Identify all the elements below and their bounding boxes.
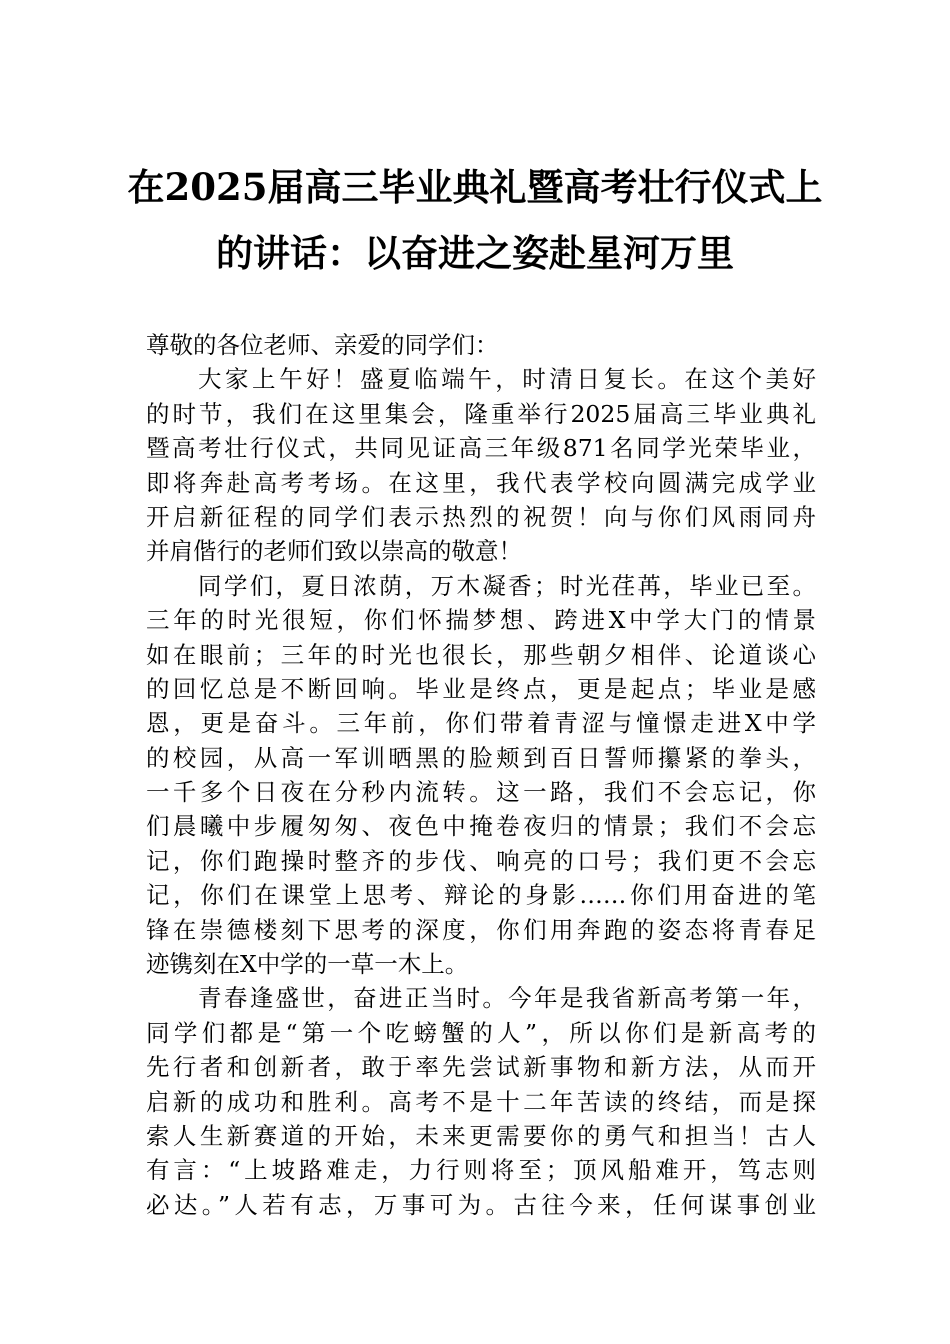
paragraph-line: 的校园，从高一军训晒黑的脸颊到百日誓师攥紧的拳头， xyxy=(146,743,816,772)
paragraph-line: 如在眼前；三年的时光也很长，那些朝夕相伴、论道谈心 xyxy=(146,640,816,669)
paragraph-line: 同学们，夏日浓荫，万木凝香；时光荏苒，毕业已至。 xyxy=(198,571,816,600)
paragraph-line: 的时节，我们在这里集会，隆重举行2025届高三毕业典礼 xyxy=(146,399,816,428)
paragraph-line: 三年的时光很短，你们怀揣梦想、跨进X中学大门的情景 xyxy=(146,606,816,635)
paragraph-line: 并肩偕行的老师们致以崇高的敬意！ xyxy=(146,537,522,566)
paragraph-line: 们晨曦中步履匆匆、夜色中掩卷夜归的情景；我们不会忘 xyxy=(146,812,816,841)
salutation: 尊敬的各位老师、亲爱的同学们： xyxy=(146,331,499,359)
paragraph-line: 青春逢盛世，奋进正当时。今年是我省新高考第一年， xyxy=(198,984,816,1013)
paragraph-line: 暨高考壮行仪式，共同见证高三年级871名同学光荣毕业， xyxy=(146,434,816,463)
paragraph-line: 记，你们在课堂上思考、辩论的身影……你们用奋进的笔 xyxy=(146,881,816,910)
paragraph-line: 迹镌刻在X中学的一草一木上。 xyxy=(146,950,469,979)
document-title-line-1: 在2025届高三毕业典礼暨高考壮行仪式上 xyxy=(127,165,823,209)
paragraph-line: 必达。”人若有志，万事可为。古往今来，任何谋事创业 xyxy=(146,1190,816,1219)
paragraph-line: 大家上午好！盛夏临端午，时清日复长。在这个美好 xyxy=(198,365,816,394)
paragraph-line: 的回忆总是不断回响。毕业是终点，更是起点；毕业是感 xyxy=(146,674,816,703)
paragraph-line: 即将奔赴高考考场。在这里，我代表学校向圆满完成学业 xyxy=(146,468,816,497)
paragraph-line: 恩，更是奋斗。三年前，你们带着青涩与憧憬走进X中学 xyxy=(146,709,816,738)
paragraph-line: 索人生新赛道的开始，未来更需要你的勇气和担当！古人 xyxy=(146,1121,816,1150)
paragraph-line: 记，你们跑操时整齐的步伐、响亮的口号；我们更不会忘 xyxy=(146,846,816,875)
paragraph-line: 先行者和创新者，敢于率先尝试新事物和新方法，从而开 xyxy=(146,1053,816,1082)
paragraph-line: 同学们都是“第一个吃螃蟹的人”，所以你们是新高考的 xyxy=(146,1018,816,1047)
paragraph-line: 有言：“上坡路难走，力行则将至；顶风船难开，笃志则 xyxy=(146,1156,816,1185)
paragraph-line: 启新的成功和胜利。高考不是十二年苦读的终结，而是探 xyxy=(146,1087,816,1116)
document-body xyxy=(146,328,816,1222)
paragraph-line: 一千多个日夜在分秒内流转。这一路，我们不会忘记，你 xyxy=(146,778,816,807)
paragraph-line: 开启新征程的同学们表示热烈的祝贺！向与你们风雨同舟 xyxy=(146,502,816,531)
document-title-line-2: 的讲话：以奋进之姿赴星河万里 xyxy=(216,231,734,275)
paragraph-line: 锋在崇德楼刻下思考的深度，你们用奔跑的姿态将青春足 xyxy=(146,915,816,944)
